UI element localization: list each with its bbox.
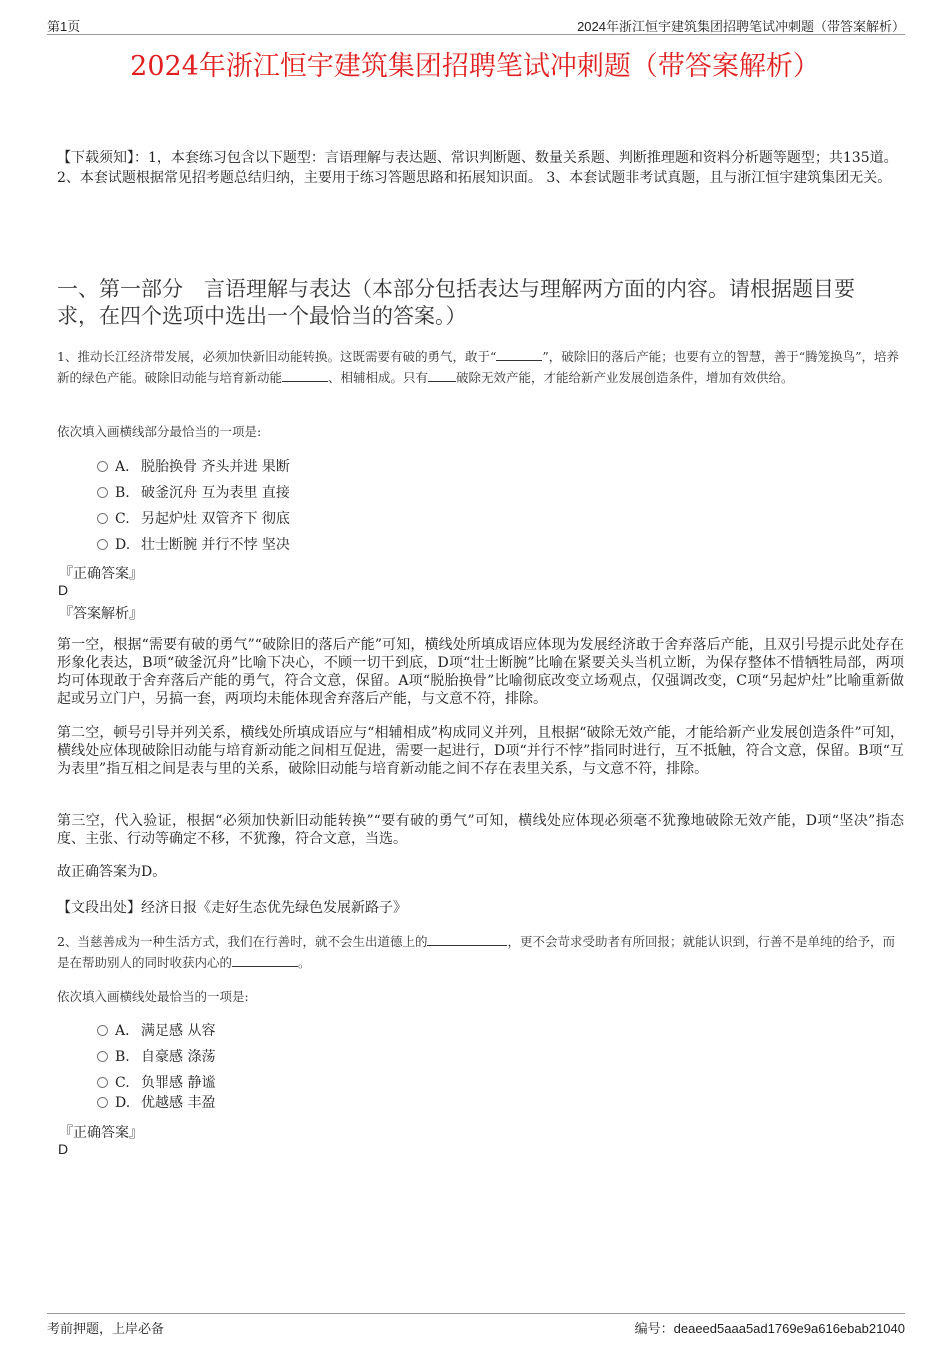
q1-analysis-label: 『答案解析』 — [59, 606, 143, 622]
radio-icon[interactable] — [97, 1051, 108, 1062]
blank — [496, 348, 542, 361]
question-2-prompt: 依次填入画横线处最恰当的一项是: — [57, 989, 249, 1004]
blank — [282, 369, 328, 382]
blank — [232, 954, 298, 967]
q1-answer: D — [58, 582, 69, 598]
q2-option-c[interactable]: C. 负罪感 静谧 — [97, 1074, 215, 1092]
question-2-stem: 2、当慈善成为一种生活方式，我们在行善时，就不会生出道德上的 ，更不会苛求受助者有所回报；就能认识到，行善不是单纯的给予，而是在帮助别人的同时收获内心的 。 — [57, 934, 895, 970]
page-header — [47, 14, 905, 35]
q1-option-c[interactable]: C. 另起炉灶 双管齐下 彻底 — [97, 510, 290, 528]
page-footer — [47, 1313, 905, 1338]
footer-code: 编号：deaeed5aaa5ad1769e9a616ebab21040 — [634, 1321, 905, 1336]
document-title: 2024年浙江恒宇建筑集团招聘笔试冲刺题（带答案解析） — [130, 51, 820, 82]
q2-option-d[interactable]: D. 优越感 丰盈 — [97, 1094, 215, 1112]
q1-option-b[interactable]: B. 破釜沉舟 互为表里 直接 — [97, 484, 290, 502]
q1-analysis-paragraph: 第三空，代入验证，根据“必须加快新旧动能转换”“要有破的勇气”可知，横线处应体现必须毫不犹豫地破除无效产能，D项“坚决”指态度、主张、行动等确定不移，不犹豫，符合文意，当选。 — [57, 813, 904, 847]
q1-source: 【文段出处】经济日报《走好生态优先绿色发展新路子》 — [57, 900, 407, 916]
q1-analysis-paragraph: 第二空，顿号引导并列关系，横线处所填成语应与“相辅相成”构成同义并列，且根据“破除无效产能，才能给新产业发展创造条件”可知，横线处应体现破除旧动能与培育新动能之间相互促进，需要一起进行，D项“并行不悖”指同时进行，互不抵触，符合文意，保留。B项“互为表里”指互相之间是表与里的关系，破除旧动能与培育新动能之间不存在表里关系，与文意不符，排除。 — [57, 725, 904, 777]
q2-option-a[interactable]: A． 满足感 从容 — [97, 1022, 215, 1040]
section-heading: 一、第一部分 言语理解与表达（本部分包括表达与理解两方面的内容。请根据题目要求，在四个选项中选出一个最恰当的答案。） — [57, 277, 855, 328]
q1-analysis-paragraph: 第一空，根据“需要有破的勇气”“破除旧的落后产能”可知，横线处所填成语应体现为发展经济敢于舍弃落后产能，且双引号提示此处存在形象化表达，B项“破釜沉舟”比喻下决心，不顾一切干到底，D项“壮士断腕”比喻在紧要关头当机立断，为保存整体不惜牺牲局部，两项均可体现敢于舍弃落后产能的勇气，符合文意，保留。A项“脱胎换骨”比喻彻底改变立场观点，仅强调改变，C项“另起炉灶”比喻重新做起或另立门户，另搞一套，两项均未能体现舍弃落后产能，与文意不符，排除。 — [57, 637, 904, 707]
footer-slogan: 考前押题，上岸必备 — [47, 1321, 165, 1336]
question-1-prompt: 依次填入画横线部分最恰当的一项是: — [57, 424, 262, 439]
download-notice: 【下载须知】：1，本套练习包含以下题型：言语理解与表达题、常识判断题、数量关系题、判断推理题和资料分析题等题型；共135道。 2、本套试题根据常见招考题总结归纳，主要用于练习答题思路和拓展知识面。 3、本套试题非考试真题，且与浙江恒宇建筑集团无关。 — [57, 150, 898, 186]
question-1-stem: 1、推动长江经济带发展，必须加快新旧动能转换。这既需要有破的勇气，敢于“ ”，破除旧的落后产能；也要有立的智慧，善于“腾笼换鸟”，培养新的绿色产能。破除旧动能与培育新动能 、相辅相成。只有 破除无效产能，才能给新产业发展创造条件，增加有效供给。 — [57, 349, 900, 385]
q2-answer-label: 『正确答案』 — [59, 1125, 143, 1141]
radio-icon[interactable] — [97, 1077, 108, 1088]
q1-option-d[interactable]: D. 壮士断腕 并行不悖 坚决 — [97, 536, 290, 554]
radio-icon[interactable] — [97, 539, 108, 550]
q1-option-a[interactable]: A． 脱胎换骨 齐头并进 果断 — [97, 458, 290, 476]
header-doc-title: 2024年浙江恒宇建筑集团招聘笔试冲刺题（带答案解析） — [577, 19, 905, 34]
q2-answer: D — [58, 1141, 69, 1157]
radio-icon[interactable] — [97, 1097, 108, 1108]
radio-icon[interactable] — [97, 513, 108, 524]
page-number: 第1页 — [47, 19, 81, 34]
q1-answer-label: 『正确答案』 — [59, 566, 143, 582]
radio-icon[interactable] — [97, 461, 108, 472]
blank — [428, 369, 456, 382]
radio-icon[interactable] — [97, 1025, 108, 1036]
blank — [427, 933, 507, 946]
q1-analysis-conclusion: 故正确答案为D。 — [57, 864, 167, 880]
radio-icon[interactable] — [97, 487, 108, 498]
q2-option-b[interactable]: B. 自豪感 涤荡 — [97, 1048, 215, 1066]
